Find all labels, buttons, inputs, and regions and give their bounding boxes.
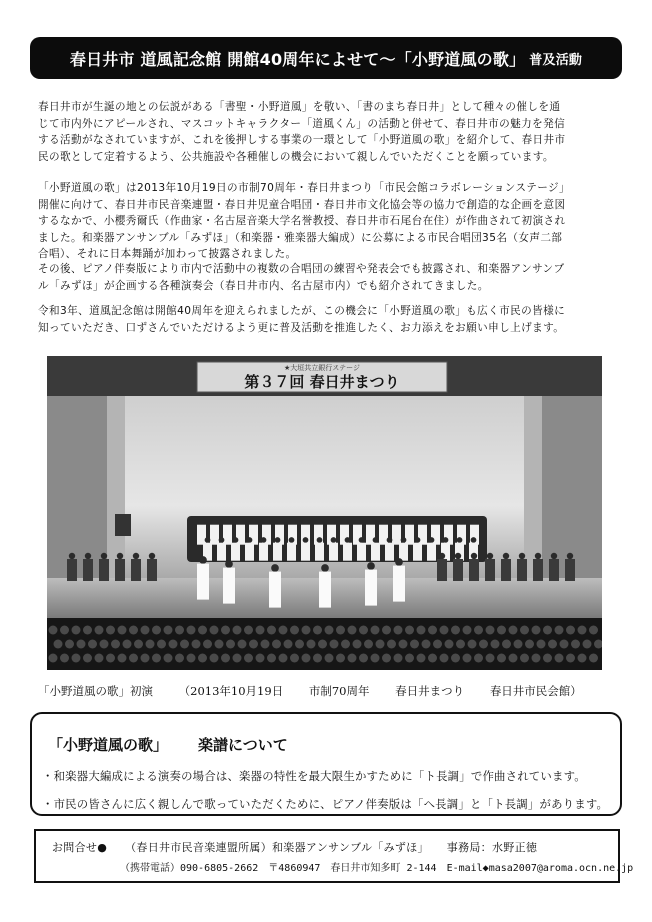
audience-head [417, 654, 426, 663]
audience-head [187, 626, 196, 635]
audience-head [451, 626, 460, 635]
audience-head [405, 654, 414, 663]
contact-line-1 [52, 839, 537, 855]
score-title-song: 「小野道風の歌」 [48, 736, 169, 754]
audience-head [537, 640, 546, 649]
audience-head [83, 626, 92, 635]
audience-head [141, 654, 150, 663]
text-line: じて市内外にアピールされ、マスコットキャラクター「道風くん」の活動と併せて、春日井市の魅力を発信 [38, 117, 566, 130]
audience-head [272, 640, 281, 649]
caption-title: 「小野道風の歌」初演 [38, 684, 153, 698]
score-title [48, 734, 288, 755]
audience-head [290, 654, 299, 663]
audience-head [72, 654, 81, 663]
audience-head [106, 626, 115, 635]
caption-date: （2013年10月19日 [178, 684, 284, 698]
audience-head [325, 654, 334, 663]
audience-head [95, 654, 104, 663]
audience-head [256, 626, 265, 635]
audience-head [118, 626, 127, 635]
audience-head [433, 640, 442, 649]
audience-head [364, 640, 373, 649]
audience-head [509, 626, 518, 635]
audience-head [261, 640, 270, 649]
audience-head [295, 640, 304, 649]
contact-label: お問合せ● [52, 841, 108, 854]
audience-head [233, 654, 242, 663]
audience-head [555, 626, 564, 635]
audience-head [405, 626, 414, 635]
intro-paragraph-2 [38, 180, 618, 263]
contact-email[interactable]: E-mail◆masa2007@aroma.ocn.ne.jp [446, 863, 634, 874]
audience-head [555, 654, 564, 663]
audience-head [141, 626, 150, 635]
audience-head [502, 640, 511, 649]
audience-head [290, 626, 299, 635]
audience-head [88, 640, 97, 649]
audience-head [463, 626, 472, 635]
audience-head [341, 640, 350, 649]
audience-head [428, 626, 437, 635]
audience-head [157, 640, 166, 649]
audience-head [233, 626, 242, 635]
audience-head [164, 626, 173, 635]
contact-office: 事務局：水野正徳 [446, 841, 538, 854]
audience-head [60, 654, 69, 663]
audience-head [111, 640, 120, 649]
audience-head [394, 626, 403, 635]
audience-head [486, 654, 495, 663]
audience-head [49, 654, 58, 663]
audience-head [445, 640, 454, 649]
audience-head [348, 626, 357, 635]
text-line: その後、ピアノ伴奏版により市内で活動中の複数の合唱団の練習や発表会でも披露され、和楽器アンサンブ [38, 263, 565, 275]
audience-head [336, 626, 345, 635]
audience-head [382, 654, 391, 663]
intro-paragraph-3 [38, 261, 618, 294]
audience-head [468, 640, 477, 649]
concert-photo-illustration [47, 356, 602, 670]
audience-head [49, 626, 58, 635]
audience-head [520, 626, 529, 635]
audience-head [187, 654, 196, 663]
audience-head [520, 654, 529, 663]
audience-head [440, 626, 449, 635]
audience-head [417, 626, 426, 635]
audience-head [589, 654, 598, 663]
audience-head [152, 654, 161, 663]
audience-head [175, 626, 184, 635]
audience-head [198, 654, 207, 663]
title-bar [30, 37, 622, 79]
audience-head [279, 626, 288, 635]
audience-head [226, 640, 235, 649]
photo-caption [38, 683, 618, 699]
text-line: 合唱）、それに日本舞踊が加わって披露されました。 [38, 248, 297, 260]
audience-head [267, 654, 276, 663]
audience-head [525, 640, 534, 649]
audience-head [307, 640, 316, 649]
contact-box [34, 829, 634, 883]
audience-head [532, 626, 541, 635]
audience-head [129, 626, 138, 635]
audience-head [532, 654, 541, 663]
audience-head [543, 654, 552, 663]
contact-line-2 [120, 859, 633, 874]
audience-head [146, 640, 155, 649]
audience-head [479, 640, 488, 649]
audience-head [497, 654, 506, 663]
text-line: 「小野道風の歌」は2013年10月19日の市制70周年・春日井まつり「市民会館コラボレーションステージ」 [38, 182, 570, 194]
audience-head [371, 654, 380, 663]
audience-head [72, 626, 81, 635]
audience-head [180, 640, 189, 649]
audience-head [192, 640, 201, 649]
text-line: 春日井市が生誕の地との伝説がある「書聖・小野道風」を敬い、「書のまち春日井」として種々の催しを通 [38, 101, 561, 113]
audience-head [95, 626, 104, 635]
audience-head [164, 654, 173, 663]
text-line: するなかで、小櫻秀爾氏（作曲家・名古屋音楽大学名誉教授、春日井市石尾台在住）が作曲されて初演され [38, 215, 566, 227]
audience-head [560, 640, 569, 649]
audience-head [249, 640, 258, 649]
audience-head [221, 654, 230, 663]
audience-head [256, 654, 265, 663]
audience-head [330, 640, 339, 649]
audience-head [302, 654, 311, 663]
audience-head [152, 626, 161, 635]
audience-head [175, 654, 184, 663]
caption-venue: 春日井市民会館） [489, 684, 582, 698]
contact-org: （春日井市民音楽連盟所属）和楽器アンサンブル「みずほ」 [125, 841, 429, 854]
score-title-label: 楽譜について [198, 736, 288, 754]
audience-head [129, 654, 138, 663]
audience-head [221, 626, 230, 635]
audience-head [376, 640, 385, 649]
audience-head [244, 626, 253, 635]
audience-head [422, 640, 431, 649]
audience-head [394, 654, 403, 663]
audience-head [279, 654, 288, 663]
audience-head [451, 654, 460, 663]
audience-head [474, 626, 483, 635]
audience-head [203, 640, 212, 649]
score-note-2: ・市民の皆さんに広く親しんで歌っていただくために、ピアノ伴奏版は「へ長調」と「ト長調」があります。 [42, 797, 609, 811]
audience-head [169, 640, 178, 649]
audience-head [566, 626, 575, 635]
audience-head [440, 654, 449, 663]
audience-head [578, 626, 587, 635]
audience-head [336, 654, 345, 663]
concert-photo [47, 356, 602, 670]
audience-head [486, 626, 495, 635]
intro-paragraph-4 [38, 303, 618, 336]
audience-head [543, 626, 552, 635]
audience-head [428, 654, 437, 663]
audience-head [118, 654, 127, 663]
audience-head [566, 654, 575, 663]
audience-head [387, 640, 396, 649]
caption-event-2: 春日井まつり [395, 684, 465, 698]
intro-paragraph-1 [38, 99, 618, 165]
audience-head [353, 640, 362, 649]
audience-head [313, 654, 322, 663]
audience-head [65, 640, 74, 649]
audience-head [100, 640, 109, 649]
audience-head [325, 626, 334, 635]
audience-head [371, 626, 380, 635]
audience-head [359, 654, 368, 663]
audience-head [198, 626, 207, 635]
audience-head [348, 654, 357, 663]
audience-head [284, 640, 293, 649]
audience-head [456, 640, 465, 649]
audience-head [399, 640, 408, 649]
contact-address: 〒4860947 春日井市知多町 2-144 [268, 863, 437, 874]
audience-head [463, 654, 472, 663]
score-note-1: ・和楽器大編成による演奏の場合は、楽器の特性を最大限生かすために「ト長調」で作曲されています。 [42, 769, 586, 783]
audience-head [77, 640, 86, 649]
audience-head [106, 654, 115, 663]
audience-head [54, 640, 63, 649]
audience-head [589, 626, 598, 635]
banner-subtitle: ★大垣共立銀行ステージ [284, 364, 360, 372]
audience-head [318, 640, 327, 649]
page-title: 春日井市 道風記念館 開館40周年によせて～「小野道風の歌」 [69, 49, 526, 69]
contact-phone: （携帯電話）090-6805-2662 [120, 863, 259, 874]
audience-head [578, 654, 587, 663]
caption-event-1: 市制70周年 [308, 684, 370, 698]
text-line: 令和3年、道風記念館は開館40周年を迎えられましたが、この機会に「小野道風の歌」も広く市民の皆様に [38, 305, 566, 317]
text-line: 民の歌として定着するよう、公共施設や各種催しの機会において親しんでいただくことを願っています。 [38, 150, 554, 163]
text-line: ました。和楽器アンサンブル「みずほ」（和楽器・雅楽器大編成）に公募による市民合唱団35名（女声二部 [38, 231, 563, 244]
audience-head [83, 654, 92, 663]
audience-head [410, 640, 419, 649]
audience-head [267, 626, 276, 635]
audience-head [583, 640, 592, 649]
audience-head [571, 640, 580, 649]
audience-head [514, 640, 523, 649]
audience-head [382, 626, 391, 635]
audience-head [474, 654, 483, 663]
score-info-box [30, 712, 622, 816]
audience-head [509, 654, 518, 663]
text-line: 知っていただき、口ずさんでいただけるよう更に普及活動を推進したく、お力添えをお願い申し上げます。 [38, 321, 565, 334]
banner-title: 第３７回 春日井まつり [244, 373, 400, 391]
audience-head [313, 626, 322, 635]
audience-head [491, 640, 500, 649]
audience-head [60, 626, 69, 635]
audience-head [134, 640, 143, 649]
text-line: する活動がなされていますが、これを後押しする事業の一環として「小野道風の歌」を紹介して、春日井市 [38, 134, 566, 146]
audience-head [210, 626, 219, 635]
audience-head [123, 640, 132, 649]
audience-head [497, 626, 506, 635]
text-line: ル「みずほ」が企画する各種演奏会（春日井市内、名古屋市内）でも紹介されてきました。 [38, 279, 489, 292]
audience-head [238, 640, 247, 649]
page-title-suffix: 普及活動 [529, 52, 583, 68]
audience-head [359, 626, 368, 635]
audience-head [210, 654, 219, 663]
text-line: 開催に向けて、春日井市民音楽連盟・春日井児童合唱団・春日井市文化協会等の協力で創造的な企画を意図 [38, 198, 566, 211]
audience-head [215, 640, 224, 649]
audience-head [548, 640, 557, 649]
audience-head [244, 654, 253, 663]
audience-head [302, 626, 311, 635]
